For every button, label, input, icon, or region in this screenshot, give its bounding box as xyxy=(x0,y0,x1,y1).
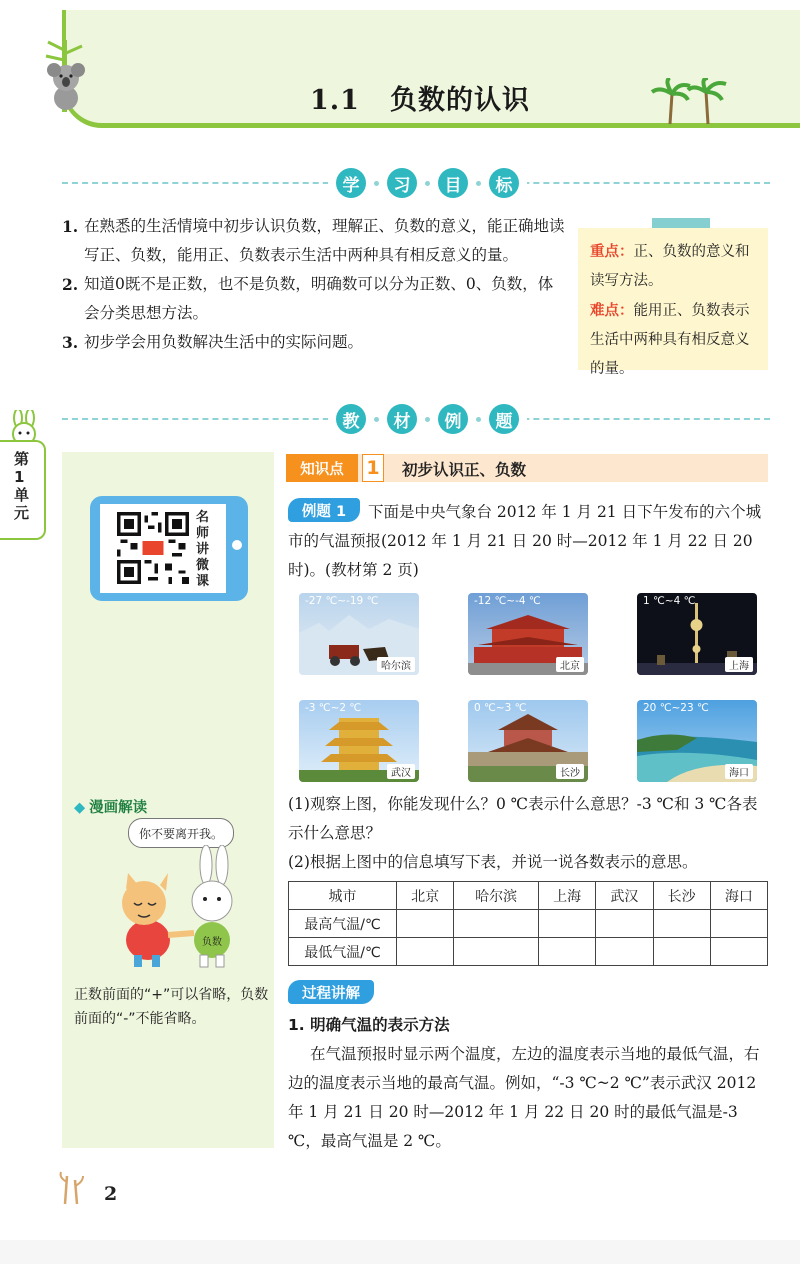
objectives-heading xyxy=(328,168,527,198)
heading-char: 习 xyxy=(387,168,417,198)
process-heading: 1. 明确气温的表示方法 xyxy=(288,1016,450,1034)
section-title: 负数的认识 xyxy=(389,85,530,116)
objective-item: 2. 知道0既不是正数，也不是负数，明确数可以分为正数、0、负数，体会分类思想方法。 xyxy=(62,275,554,322)
knowledge-point-bar xyxy=(286,454,768,482)
temp-label: -3 ℃~2 ℃ xyxy=(305,702,362,714)
heading-char: 教 xyxy=(336,404,366,434)
question-1: (1)观察上图，你能发现什么？0 ℃表示什么意思？-3 ℃和 3 ℃各表示什么意思？ xyxy=(288,795,758,842)
table-cell[interactable] xyxy=(397,910,454,938)
qr-label: 名师讲微课 xyxy=(196,510,210,589)
table-cell[interactable] xyxy=(710,938,767,966)
shirt-label: 负数 xyxy=(202,937,222,948)
table-header-row xyxy=(289,882,768,910)
photo-shanghai xyxy=(637,593,757,675)
photo-changsha xyxy=(468,700,588,782)
city-label: 长沙 xyxy=(556,764,584,779)
knowledge-point-number: 1 xyxy=(362,454,384,482)
table-row xyxy=(289,910,768,938)
row-label: 最低气温/℃ xyxy=(289,938,397,966)
unit-tab[interactable] xyxy=(0,440,46,540)
focus-box xyxy=(578,228,768,377)
objectives-list xyxy=(62,212,567,357)
heading-char: 学 xyxy=(336,168,366,198)
objective-item: 3. 初步学会用负数解决生活中的实际问题。 xyxy=(62,333,364,352)
page-title xyxy=(310,78,530,117)
table-header-cell: 城市 xyxy=(289,882,397,910)
page-number: 2 xyxy=(104,1183,118,1205)
process-body: 在气温预报时显示两个温度，左边的温度表示当地的最低气温，右边的温度表示当地的最高气温。例如，“-3 ℃~2 ℃”表示武汉 2012 年 1 月 21 日 20 时—2012 年 1 月 22 日 20 时的最低气温是-3 ℃，最高气温是 2 ℃。 xyxy=(288,1045,760,1150)
question-2: (2)根据上图中的信息填写下表，并说一说各数表示的意思。 xyxy=(288,853,698,871)
city-label: 北京 xyxy=(556,657,584,672)
example-tag: 例题 1 xyxy=(288,498,360,522)
temp-label: -27 ℃~-19 ℃ xyxy=(305,595,379,607)
row-label: 最高气温/℃ xyxy=(289,910,397,938)
comic-title: ◆ 漫画解读 xyxy=(74,800,148,816)
unit-tab-label: 第1单元 xyxy=(14,450,30,522)
section-number: 1.1 xyxy=(310,85,360,116)
koala-icon xyxy=(40,40,90,112)
cat-rabbit-comic xyxy=(98,845,258,970)
photo-harbin xyxy=(299,593,419,675)
table-header-cell: 北京 xyxy=(397,882,454,910)
qr-code[interactable] xyxy=(117,512,189,584)
focus-label: 重点： xyxy=(590,243,634,260)
knowledge-point-label: 知识点 xyxy=(286,454,358,482)
temp-label: -12 ℃~-4 ℃ xyxy=(474,595,541,607)
sprout-icon xyxy=(55,1168,93,1206)
table-cell[interactable] xyxy=(454,938,539,966)
examples-heading xyxy=(328,404,527,434)
city-label: 哈尔滨 xyxy=(377,657,415,672)
difficulty-label: 难点： xyxy=(590,302,634,319)
table-cell[interactable] xyxy=(596,938,653,966)
table-cell[interactable] xyxy=(653,910,710,938)
comic-note: 正数前面的“+”可以省略，负数前面的“-”不能省略。 xyxy=(74,987,269,1027)
difficulty-text: 能用正、负数表示生活中两种具有相反意义的量。 xyxy=(590,303,750,377)
process-tag: 过程讲解 xyxy=(288,980,374,1004)
city-label: 海口 xyxy=(725,764,753,779)
table-cell[interactable] xyxy=(539,938,596,966)
table-header-cell: 哈尔滨 xyxy=(454,882,539,910)
table-header-cell: 上海 xyxy=(539,882,596,910)
heading-char: 题 xyxy=(489,404,519,434)
temp-label: 0 ℃~3 ℃ xyxy=(474,702,527,714)
heading-char: 目 xyxy=(438,168,468,198)
temperature-table xyxy=(288,881,768,966)
palm-trees-icon xyxy=(650,78,730,124)
footer-band xyxy=(0,1240,800,1264)
table-header-cell: 长沙 xyxy=(653,882,710,910)
table-cell[interactable] xyxy=(653,938,710,966)
heading-char: 材 xyxy=(387,404,417,434)
speech-bubble: 你不要离开我。 xyxy=(128,818,234,848)
table-cell[interactable] xyxy=(397,938,454,966)
temp-label: 20 ℃~23 ℃ xyxy=(643,702,709,714)
temp-label: 1 ℃~4 ℃ xyxy=(643,595,696,607)
photo-beijing xyxy=(468,593,588,675)
city-label: 武汉 xyxy=(387,764,415,779)
heading-char: 例 xyxy=(438,404,468,434)
objective-item: 1. 在熟悉的生活情境中初步认识负数，理解正、负数的意义，能正确地读写正、负数，能用正、负数表示生活中两种具有相反意义的量。 xyxy=(62,217,565,264)
table-cell[interactable] xyxy=(454,910,539,938)
questions xyxy=(288,790,770,877)
table-cell[interactable] xyxy=(539,910,596,938)
diamond-icon: ◆ xyxy=(74,800,86,816)
table-header-cell: 海口 xyxy=(710,882,767,910)
heading-char: 标 xyxy=(489,168,519,198)
tablet-button xyxy=(232,540,242,550)
city-label: 上海 xyxy=(725,657,753,672)
table-cell[interactable] xyxy=(710,910,767,938)
knowledge-point-title: 初步认识正、负数 xyxy=(402,461,527,479)
photo-haikou xyxy=(637,700,757,782)
table-header-cell: 武汉 xyxy=(596,882,653,910)
rabbit-icon xyxy=(4,410,44,444)
photo-wuhan xyxy=(299,700,419,782)
example-text: 下面是中央气象台 2012 年 1 月 21 日下午发布的六个城市的气温预报(2012 年 1 月 21 日 20 时—2012 年 1 月 22 日 20 时)。(教材第 2 页) xyxy=(288,503,762,579)
table-row xyxy=(289,938,768,966)
table-cell[interactable] xyxy=(596,910,653,938)
focus-text: 正、负数的意义和读写方法。 xyxy=(590,244,750,289)
